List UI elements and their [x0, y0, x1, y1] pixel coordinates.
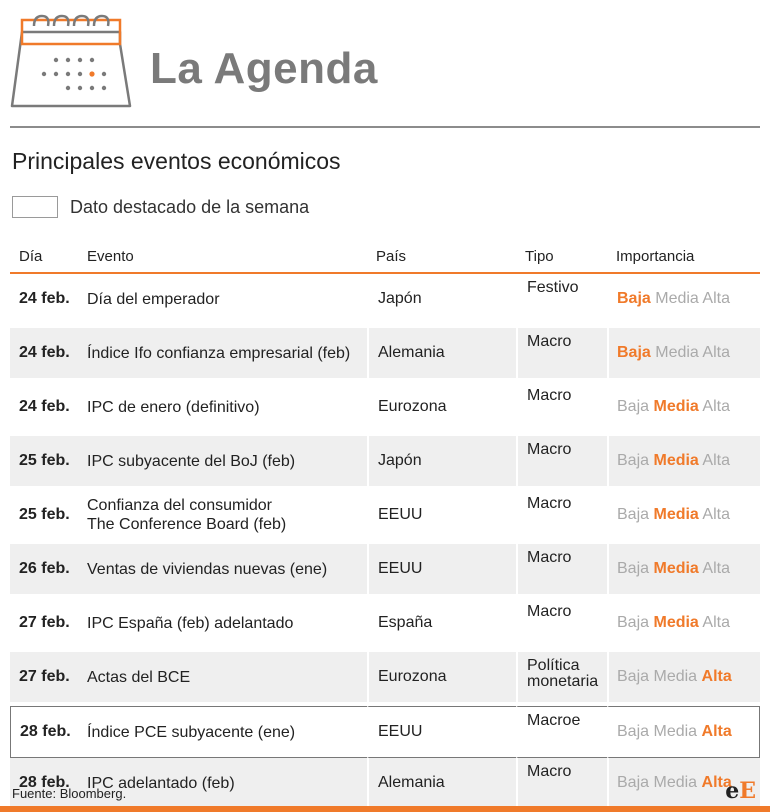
importance-level-alta: Alta	[702, 344, 730, 361]
table-row	[10, 382, 760, 436]
cell-dia: 24 feb.	[10, 328, 78, 382]
cell-pais: España	[367, 598, 516, 652]
cell-pais: Alemania	[367, 328, 516, 382]
table-row	[10, 328, 760, 382]
cell-importancia	[607, 436, 760, 490]
cell-dia: 28 feb.	[10, 706, 78, 758]
importance-level-media: Media	[653, 398, 699, 415]
legend	[12, 196, 309, 218]
importance-level-baja: Baja	[617, 560, 650, 577]
cell-evento: IPC de enero (definitivo)	[78, 382, 367, 436]
importance-level-baja: Baja	[617, 506, 650, 523]
cell-pais: EEUU	[367, 706, 516, 758]
cell-evento: IPC España (feb) adelantado	[78, 598, 367, 652]
events-table	[10, 240, 760, 812]
cell-pais: Japón	[367, 274, 516, 328]
cell-pais: Alemania	[367, 758, 516, 812]
cell-pais: EEUU	[367, 490, 516, 544]
cell-evento: Índice PCE subyacente (ene)	[78, 706, 367, 758]
importance-level-media: Media	[653, 668, 698, 685]
importance-level-media: Media	[655, 290, 699, 307]
table-row	[10, 758, 760, 812]
cell-pais: Eurozona	[367, 652, 516, 706]
importance-level-media: Media	[653, 614, 699, 631]
subtitle: Principales eventos económicos	[12, 148, 341, 174]
cell-evento: Día del emperador	[78, 274, 367, 328]
col-header-pais: País	[367, 240, 516, 274]
cell-importancia	[607, 598, 760, 652]
legend-swatch	[12, 196, 58, 218]
source-note: Fuente: Bloomberg.	[12, 786, 127, 801]
cell-dia: 26 feb.	[10, 544, 78, 598]
importance-level-baja: Baja	[617, 344, 651, 361]
importance-level-alta: Alta	[701, 723, 732, 740]
importance-level-baja: Baja	[617, 290, 651, 307]
cell-tipo: Macro	[516, 544, 607, 598]
cell-importancia	[607, 544, 760, 598]
cell-importancia	[607, 706, 760, 758]
divider	[10, 126, 760, 128]
cell-importancia	[607, 490, 760, 544]
cell-dia: 27 feb.	[10, 598, 78, 652]
cell-pais: EEUU	[367, 544, 516, 598]
table-row	[10, 490, 760, 544]
col-header-evento: Evento	[78, 240, 367, 274]
table-row	[10, 544, 760, 598]
cell-dia: 27 feb.	[10, 652, 78, 706]
cell-tipo: Macro	[516, 598, 607, 652]
cell-tipo: Macro	[516, 436, 607, 490]
cell-tipo: Macro	[516, 382, 607, 436]
cell-importancia	[607, 382, 760, 436]
importance-level-baja: Baja	[617, 668, 650, 685]
col-header-tipo: Tipo	[516, 240, 607, 274]
calendar-icon	[10, 10, 134, 110]
importance-level-media: Media	[655, 344, 699, 361]
page-title: La Agenda	[150, 44, 378, 93]
cell-pais: Japón	[367, 436, 516, 490]
cell-evento: Actas del BCE	[78, 652, 367, 706]
cell-dia: 25 feb.	[10, 436, 78, 490]
importance-level-media: Media	[653, 452, 699, 469]
cell-dia: 28 feb.	[10, 758, 78, 812]
importance-level-alta: Alta	[702, 398, 730, 415]
importance-level-alta: Alta	[702, 614, 730, 631]
importance-level-baja: Baja	[617, 774, 650, 791]
cell-tipo: Festivo	[516, 274, 607, 328]
cell-tipo: Macro	[516, 328, 607, 382]
importance-level-alta: Alta	[702, 506, 730, 523]
importance-level-media: Media	[653, 723, 698, 740]
header	[0, 0, 770, 128]
cell-tipo: Macroe	[516, 706, 607, 758]
cell-importancia	[607, 652, 760, 706]
cell-evento: Ventas de viviendas nuevas (ene)	[78, 544, 367, 598]
table-row	[10, 274, 760, 328]
cell-tipo: Macro	[516, 758, 607, 812]
cell-tipo: Política monetaria	[516, 652, 607, 706]
importance-level-media: Media	[653, 506, 699, 523]
table-row	[10, 436, 760, 490]
table-row	[10, 598, 760, 652]
importance-level-media: Media	[653, 774, 698, 791]
bottom-bar	[0, 806, 770, 812]
cell-evento: IPC subyacente del BoJ (feb)	[78, 436, 367, 490]
col-header-dia: Día	[10, 240, 78, 274]
table-header-row	[10, 240, 760, 274]
importance-level-baja: Baja	[617, 452, 650, 469]
importance-level-baja: Baja	[617, 398, 650, 415]
importance-level-baja: Baja	[617, 723, 650, 740]
importance-level-baja: Baja	[617, 614, 650, 631]
importance-level-alta: Alta	[701, 774, 732, 791]
publisher-logo: eE	[725, 778, 756, 804]
importance-level-alta: Alta	[701, 668, 732, 685]
importance-level-alta: Alta	[702, 560, 730, 577]
importance-level-alta: Alta	[702, 452, 730, 469]
cell-pais: Eurozona	[367, 382, 516, 436]
importance-level-alta: Alta	[702, 290, 730, 307]
cell-dia: 24 feb.	[10, 274, 78, 328]
cell-evento: IPC adelantado (feb)	[78, 758, 367, 812]
col-header-importancia: Importancia	[607, 240, 760, 274]
table-row	[10, 652, 760, 706]
table-row	[10, 706, 760, 758]
cell-evento: Índice Ifo confianza empresarial (feb)	[78, 328, 367, 382]
cell-dia: 24 feb.	[10, 382, 78, 436]
cell-tipo: Macro	[516, 490, 607, 544]
cell-importancia	[607, 274, 760, 328]
cell-importancia	[607, 328, 760, 382]
cell-evento: Confianza del consumidor The Conference Board (feb)	[78, 490, 367, 544]
cell-dia: 25 feb.	[10, 490, 78, 544]
legend-text: Dato destacado de la semana	[70, 196, 310, 217]
importance-level-media: Media	[653, 560, 699, 577]
